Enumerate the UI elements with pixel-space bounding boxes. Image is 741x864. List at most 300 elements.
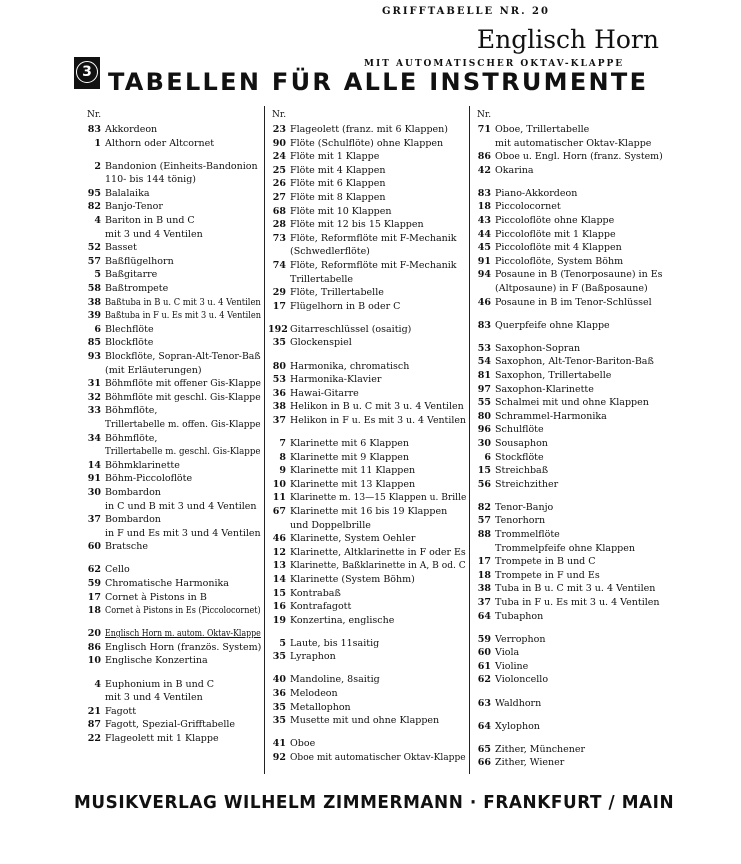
- chart-number: 71: [477, 124, 491, 135]
- chart-number: 42: [477, 164, 491, 176]
- instrument-entry: [268, 177, 466, 191]
- chart-number: 32: [87, 391, 101, 403]
- instrument-entry: [473, 164, 663, 178]
- instrument-entry: [268, 573, 466, 587]
- series-headline: TABELLEN FÜR ALLE INSTRUMENTE: [108, 68, 649, 96]
- chart-number: 95: [87, 187, 101, 199]
- chart-number: 26: [272, 178, 286, 190]
- chart-number: 83: [87, 124, 101, 135]
- instrument-name: Oboe mit automatischer Oktav-Klappe: [290, 751, 466, 763]
- chart-number: 37: [87, 514, 101, 526]
- instrument-entry-continuation: [473, 282, 663, 296]
- instrument-name: Trillertabelle: [290, 273, 354, 285]
- instrument-entry: [268, 218, 466, 232]
- instrument-name: Klarinette m. 13—15 Klappen u. Brille: [290, 492, 467, 504]
- chart-number: 27: [272, 191, 286, 203]
- instrument-entry: [473, 268, 663, 282]
- chart-number: 36: [272, 387, 286, 399]
- instrument-entry-continuation: [473, 542, 663, 556]
- instrument-name: Cello: [105, 564, 130, 576]
- instrument-name: Balalaika: [105, 187, 150, 199]
- chart-number: 62: [477, 674, 491, 686]
- chart-number: 35: [272, 715, 286, 727]
- instrument-name: Klarinette mit 13 Klappen: [290, 478, 416, 490]
- instrument-name: Englisch Horn m. autom. Oktav-Klappe: [105, 628, 261, 640]
- instrument-name: Piccolocornet: [495, 201, 561, 213]
- instrument-name: Saxophon, Trillertabelle: [495, 370, 612, 381]
- instrument-name: Lyraphon: [290, 651, 336, 663]
- instrument-name: Bratsche: [105, 541, 148, 553]
- instrument-entry: [268, 400, 466, 414]
- instrument-entry: [268, 478, 466, 492]
- instrument-name: Schalmei mit und ohne Klappen: [495, 397, 649, 409]
- instrument-name: Xylophon: [495, 720, 540, 732]
- instrument-entry: [473, 610, 663, 624]
- chart-number: 46: [272, 533, 286, 545]
- instrument-name: Bombardon: [105, 514, 161, 526]
- instrument-name: Schulflöte: [495, 424, 544, 436]
- chart-number: 35: [272, 651, 286, 663]
- chart-number: 22: [87, 732, 101, 744]
- chart-number: 54: [477, 356, 491, 368]
- instrument-entry: [83, 268, 261, 282]
- chart-number: 94: [477, 269, 491, 281]
- instrument-name: Flöte mit 8 Klappen: [290, 191, 386, 203]
- instrument-entry: [83, 540, 261, 554]
- column-heading: Nr.: [272, 110, 287, 120]
- instrument-entry: [473, 596, 663, 610]
- chart-number: 24: [272, 151, 286, 163]
- instrument-name: Althorn oder Altcornet: [105, 137, 215, 149]
- instrument-name: Akkordeon: [105, 124, 158, 135]
- chart-number: 90: [272, 137, 286, 149]
- instrument-entry: [83, 336, 261, 350]
- chart-number: 15: [272, 587, 286, 599]
- chart-number: 8: [279, 451, 286, 463]
- instrument-name: Flöte mit 4 Klappen: [290, 164, 386, 176]
- instrument-entry: [83, 309, 261, 323]
- instrument-name: Flöte mit 10 Klappen: [290, 205, 392, 217]
- instrument-name: Sousaphon: [495, 437, 548, 449]
- chart-number: 82: [477, 501, 491, 513]
- chart-number: 44: [477, 228, 491, 240]
- chart-number: 57: [477, 515, 491, 527]
- instrument-name: Oboe u. Engl. Horn (franz. System): [495, 151, 663, 163]
- instrument-name: Verrophon: [495, 633, 546, 645]
- instrument-name: Böhmklarinette: [105, 459, 180, 471]
- instrument-entry: [473, 241, 663, 255]
- instrument-entry: [268, 164, 466, 178]
- chart-number: 5: [279, 637, 286, 649]
- instrument-entry: [473, 528, 663, 542]
- chart-number: 59: [477, 633, 491, 645]
- instrument-name: (Schwedlerflöte): [290, 246, 370, 258]
- chart-number: 66: [477, 757, 491, 769]
- chart-number: 28: [272, 219, 286, 231]
- instrument-name: Zither, Wiener: [495, 757, 565, 769]
- instrument-name: Böhmflöte mit offener Gis-Klappe: [105, 378, 261, 390]
- instrument-name: Baßtrompete: [105, 283, 169, 295]
- instrument-entry: [83, 123, 261, 137]
- instrument-entry: [83, 350, 261, 364]
- chart-number: 80: [477, 410, 491, 422]
- instrument-name: Böhmflöte mit geschl. Gis-Klappe: [105, 391, 261, 403]
- instrument-name: Metallophon: [290, 701, 351, 713]
- chart-number: 15: [477, 465, 491, 477]
- instrument-name: Trompete in F und Es: [495, 569, 600, 581]
- instrument-name: Trompete in B und C: [495, 556, 596, 568]
- instrument-entry: [473, 743, 663, 757]
- instrument-entry: [473, 319, 663, 333]
- instrument-entry: [268, 259, 466, 273]
- chart-number: 82: [87, 201, 101, 213]
- instrument-entry: [268, 323, 466, 337]
- instrument-name: Tuba in B u. C mit 3 u. 4 Ventilen: [495, 583, 656, 595]
- publisher-footer: MUSIKVERLAG WILHELM ZIMMERMANN · FRANKFURT / MAIN: [74, 793, 675, 813]
- instrument-entry: [83, 160, 261, 174]
- chart-number: 53: [477, 342, 491, 354]
- chart-number: 96: [477, 424, 491, 436]
- instrument-name: Flöte mit 6 Klappen: [290, 178, 386, 190]
- instrument-name: Trommelflöte: [495, 529, 560, 541]
- instrument-entry: [473, 342, 663, 356]
- chart-number: 65: [477, 743, 491, 755]
- instrument-name: Klarinette mit 16 bis 19 Klappen: [290, 505, 448, 517]
- chart-number: 87: [87, 719, 101, 731]
- instrument-entry: [473, 569, 663, 583]
- chart-number: 57: [87, 255, 101, 267]
- chart-number: 40: [272, 674, 286, 686]
- instrument-name: Saxophon-Sopran: [495, 342, 581, 354]
- chart-number: 64: [477, 720, 491, 732]
- instrument-list: [473, 123, 663, 770]
- instrument-name: Piccoloflöte, System Böhm: [495, 255, 624, 267]
- instrument-entry: [473, 228, 663, 242]
- instrument-name: Bombardon: [105, 486, 161, 498]
- instrument-entry-continuation: [83, 173, 261, 187]
- instrument-entry-continuation: [83, 418, 261, 432]
- instrument-name: Okarina: [495, 164, 534, 176]
- instrument-entry: [473, 501, 663, 515]
- instrument-entry: [83, 137, 261, 151]
- chart-number-label: GRIFFTABELLE NR. 20: [382, 6, 550, 17]
- instrument-entry: [268, 123, 466, 137]
- instrument-name: Piano-Akkordeon: [495, 187, 578, 199]
- instrument-name: Cornet à Pistons in B: [105, 591, 207, 603]
- instrument-name: Banjo-Tenor: [105, 201, 163, 213]
- instrument-entry: [473, 214, 663, 228]
- chart-number: 52: [87, 242, 101, 254]
- chart-number: 20: [87, 628, 101, 640]
- instrument-name: Flöte (Schulflöte) ohne Klappen: [290, 137, 444, 149]
- instrument-name: 110- bis 144 tönig): [105, 174, 197, 186]
- instrument-entry: [473, 697, 663, 711]
- instrument-entry: [83, 654, 261, 668]
- instrument-name: Musette mit und ohne Klappen: [290, 715, 440, 727]
- chart-number: 16: [272, 601, 286, 613]
- instrument-name: Harmonika-Klavier: [290, 374, 382, 386]
- instrument-entry: [268, 637, 466, 651]
- chart-number: 12: [272, 546, 286, 558]
- chart-number: 86: [87, 641, 101, 653]
- instrument-entry: [473, 756, 663, 770]
- instrument-name: Baßgitarre: [105, 269, 158, 281]
- chart-number: 18: [477, 569, 491, 581]
- instrument-entry: [83, 432, 261, 446]
- chart-number: 38: [477, 583, 491, 595]
- instrument-entry: [473, 633, 663, 647]
- instrument-entry: [473, 660, 663, 674]
- instrument-entry-continuation: [268, 245, 466, 259]
- instrument-column-2: [268, 108, 466, 765]
- instrument-name: Zither, Münchener: [495, 743, 586, 755]
- instrument-name: und Doppelbrille: [290, 519, 371, 531]
- instrument-entry-continuation: [473, 137, 663, 151]
- instrument-name: Böhmflöte,: [105, 432, 158, 444]
- instrument-entry: [83, 604, 261, 618]
- chart-number: 45: [477, 242, 491, 254]
- instrument-entry: [473, 296, 663, 310]
- instrument-name: (mit Erläuterungen): [105, 364, 202, 376]
- instrument-entry: [473, 478, 663, 492]
- instrument-entry: [268, 687, 466, 701]
- instrument-name: Baßtuba in F u. Es mit 3 u. 4 Ventilen: [105, 310, 262, 322]
- chart-number: 46: [477, 296, 491, 308]
- chart-number: 18: [477, 201, 491, 213]
- instrument-entry: [473, 514, 663, 528]
- chart-number: 18: [87, 605, 101, 617]
- instrument-entry: [268, 286, 466, 300]
- instrument-name: Trommelpfeife ohne Klappen: [495, 542, 635, 554]
- instrument-entry: [473, 255, 663, 269]
- instrument-entry: [83, 627, 261, 641]
- instrument-name: Flöte mit 12 bis 15 Klappen: [290, 219, 424, 231]
- instrument-entry: [268, 437, 466, 451]
- instrument-name: Basset: [105, 242, 137, 254]
- instrument-name: Baßflügelhorn: [105, 255, 174, 267]
- chart-number: 13: [272, 560, 286, 572]
- chart-number: 37: [272, 414, 286, 426]
- instrument-entry: [83, 641, 261, 655]
- chart-number: 91: [477, 255, 491, 267]
- chart-number: 2: [94, 160, 101, 172]
- instrument-entry: [268, 532, 466, 546]
- instrument-entry: [268, 451, 466, 465]
- chart-number: 58: [87, 283, 101, 295]
- instrument-name: Glockenspiel: [290, 337, 352, 349]
- column-divider: [264, 106, 265, 774]
- instrument-name: Tuba in F u. Es mit 3 u. 4 Ventilen: [495, 597, 660, 608]
- chart-number: 92: [272, 751, 286, 763]
- column-divider: [469, 106, 470, 774]
- instrument-name: Chromatische Harmonika: [105, 578, 229, 589]
- chart-number: 21: [87, 705, 101, 717]
- chart-number: 85: [87, 337, 101, 349]
- instrument-entry: [473, 673, 663, 687]
- instrument-entry: [268, 714, 466, 728]
- chart-number: 6: [94, 323, 101, 335]
- chart-number: 88: [477, 529, 491, 541]
- chart-number: 91: [87, 473, 101, 485]
- instrument-entry: [83, 732, 261, 746]
- instrument-name: Blockflöte: [105, 337, 154, 349]
- instrument-entry: [268, 137, 466, 151]
- instrument-name: Baßtuba in B u. C mit 3 u. 4 Ventilen: [105, 296, 261, 308]
- chart-number: 53: [272, 374, 286, 386]
- chart-number: 63: [477, 697, 491, 709]
- instrument-column-3: [473, 108, 663, 770]
- instrument-name: Saxophon-Klarinette: [495, 383, 594, 395]
- instrument-entry: [268, 587, 466, 601]
- instrument-name: (Altposaune) in F (Baßposaune): [495, 283, 648, 295]
- instrument-entry: [268, 673, 466, 687]
- instrument-name: Flageolett mit 1 Klappe: [105, 732, 219, 744]
- instrument-name: Konzertina, englische: [290, 614, 395, 626]
- instrument-name: Klarinette, Altklarinette in F oder Es: [290, 546, 466, 558]
- instrument-entry-continuation: [83, 500, 261, 514]
- chart-number: 4: [94, 678, 101, 690]
- chart-number: 19: [272, 614, 286, 626]
- instrument-entry: [473, 396, 663, 410]
- chart-number: 80: [272, 360, 286, 372]
- instrument-name: Fagott: [105, 705, 137, 717]
- chart-number: 73: [272, 232, 286, 244]
- instrument-name: Violine: [495, 660, 529, 672]
- instrument-name: Bandonion (Einheits-Bandonion: [105, 160, 258, 172]
- instrument-entry: [83, 678, 261, 692]
- chart-number: 6: [484, 451, 491, 463]
- instrument-name: Tenorhorn: [495, 515, 546, 527]
- instrument-name: Englische Konzertina: [105, 655, 208, 667]
- instrument-name: Posaune in B im Tenor-Schlüssel: [495, 296, 652, 308]
- instrument-entry: [268, 737, 466, 751]
- instrument-entry-continuation: [83, 228, 261, 242]
- instrument-entry: [268, 559, 466, 573]
- instrument-entry-continuation: [83, 445, 261, 459]
- instrument-name: Waldhorn: [495, 697, 542, 709]
- chart-number: 36: [272, 688, 286, 700]
- instrument-name: Klarinette mit 9 Klappen: [290, 451, 410, 463]
- instrument-name: Klarinette, Baßklarinette in A, B od. C: [290, 560, 466, 572]
- chart-number: 62: [87, 564, 101, 576]
- instrument-list: [83, 123, 261, 746]
- chart-number: 38: [87, 296, 101, 308]
- instrument-name: mit 3 und 4 Ventilen: [105, 692, 203, 704]
- instrument-name: Harmonika, chromatisch: [290, 360, 410, 372]
- chart-number: 10: [87, 655, 101, 667]
- instrument-name: Klarinette, System Oehler: [290, 533, 416, 545]
- instrument-name: Piccoloflöte ohne Klappe: [495, 215, 615, 227]
- instrument-entry: [268, 373, 466, 387]
- instrument-entry: [473, 187, 663, 201]
- instrument-column-1: [83, 108, 261, 746]
- instrument-name: Helikon in B u. C mit 3 u. 4 Ventilen: [290, 401, 464, 413]
- instrument-name: Oboe, Trillertabelle: [495, 124, 590, 135]
- instrument-name: Piccoloflöte mit 1 Klappe: [495, 228, 616, 240]
- instrument-name: Blechflöte: [105, 323, 154, 335]
- instrument-entry: [473, 123, 663, 137]
- instrument-entry: [473, 355, 663, 369]
- chart-number: 25: [272, 164, 286, 176]
- instrument-name: Stockflöte: [495, 451, 544, 463]
- instrument-entry: [83, 214, 261, 228]
- instrument-entry: [83, 577, 261, 591]
- instrument-entry: [268, 414, 466, 428]
- instrument-entry: [83, 200, 261, 214]
- instrument-entry: [473, 423, 663, 437]
- instrument-name: Klarinette mit 6 Klappen: [290, 437, 410, 449]
- instrument-entry: [268, 701, 466, 715]
- chart-number: 83: [477, 319, 491, 331]
- chart-number: 37: [477, 597, 491, 608]
- instrument-entry: [83, 377, 261, 391]
- instrument-entry-continuation: [268, 273, 466, 287]
- instrument-entry: [473, 383, 663, 397]
- instrument-entry: [473, 646, 663, 660]
- instrument-entry: [83, 459, 261, 473]
- instrument-entry: [268, 336, 466, 350]
- instrument-name: Mandoline, 8saitig: [290, 674, 380, 686]
- instrument-name: Flöte, Reformflöte mit F-Mechanik: [290, 259, 457, 271]
- instrument-name: Klarinette (System Böhm): [290, 573, 415, 585]
- chart-number: 23: [272, 124, 286, 135]
- instrument-name: Viola: [495, 647, 520, 659]
- chart-number: 35: [272, 701, 286, 713]
- instrument-name: Böhm-Piccoloflöte: [105, 473, 193, 485]
- chart-number: 17: [477, 556, 491, 568]
- instrument-entry: [268, 600, 466, 614]
- instrument-name: Tubaphon: [495, 610, 544, 622]
- instrument-entry: [83, 404, 261, 418]
- chart-number: 4: [94, 215, 101, 227]
- instrument-entry: [473, 150, 663, 164]
- series-number-icon: 3: [76, 61, 98, 83]
- instrument-entry: [268, 614, 466, 628]
- instrument-entry: [83, 718, 261, 732]
- chart-number: 17: [87, 591, 101, 603]
- instrument-name: Trillertabelle m. geschl. Gis-Klappe: [105, 446, 261, 458]
- instrument-entry: [268, 491, 466, 505]
- instrument-entry: [83, 282, 261, 296]
- chart-number: 61: [477, 660, 491, 672]
- chart-number: 10: [272, 478, 286, 490]
- instrument-entry: [83, 486, 261, 500]
- instrument-entry: [83, 563, 261, 577]
- instrument-name: Laute, bis 11saitig: [290, 637, 380, 649]
- instrument-name: Melodeon: [290, 688, 338, 700]
- instrument-entry: [268, 546, 466, 560]
- instrument-name: Gitarreschlüssel (osaitig): [290, 323, 412, 335]
- instrument-name: Euphonium in B und C: [105, 678, 215, 690]
- instrument-name: Flöte mit 1 Klappe: [290, 151, 380, 163]
- chart-number: 43: [477, 215, 491, 227]
- instrument-entry: [473, 410, 663, 424]
- instrument-entry: [473, 464, 663, 478]
- instrument-entry: [473, 369, 663, 383]
- instrument-entry-continuation: [83, 691, 261, 705]
- chart-number: 29: [272, 287, 286, 299]
- instrument-entry: [268, 751, 466, 765]
- instrument-name: Flöte, Trillertabelle: [290, 287, 384, 299]
- series-badge: [74, 57, 100, 89]
- instrument-entry: [473, 555, 663, 569]
- chart-number: 31: [87, 378, 101, 390]
- instrument-entry: [83, 705, 261, 719]
- instrument-entry: [83, 591, 261, 605]
- instrument-name: mit 3 und 4 Ventilen: [105, 228, 203, 240]
- instrument-entry: [83, 323, 261, 337]
- instrument-name: Flageolett (franz. mit 6 Klappen): [290, 124, 448, 135]
